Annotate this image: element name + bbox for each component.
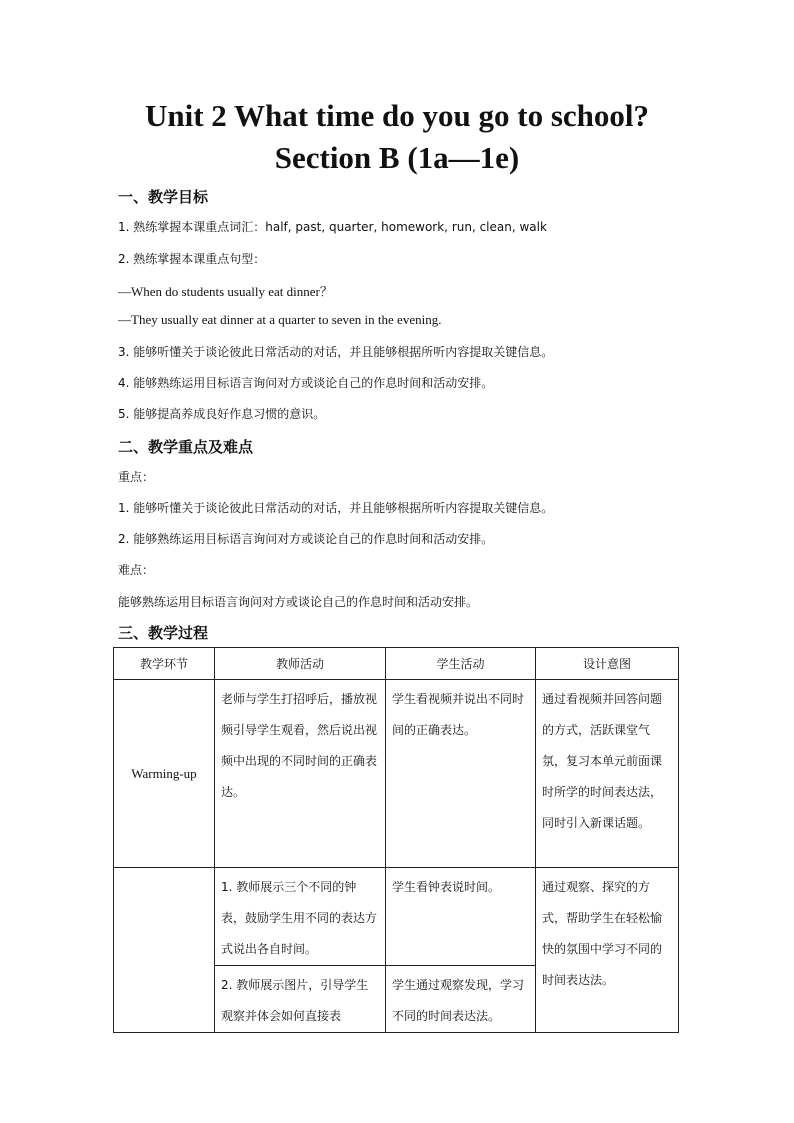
objective-item: 5. 能够提高养成良好作息习惯的意识。 <box>118 407 326 421</box>
design-purpose-text: 通过看视频并回答问题的方式，活跃课堂气氛，复习本单元前面课时所学的时间表达法，同时引入新课话题。 <box>542 692 663 830</box>
table-row <box>114 680 679 868</box>
header-design-purpose: 设计意图 <box>536 648 679 680</box>
student-activity-text: 学生看视频并说出不同时间的正确表达。 <box>392 692 525 737</box>
design-purpose-text: 通过观察、探究的方式，帮助学生在轻松愉快的氛围中学习不同的时间表达法。 <box>542 880 663 987</box>
teaching-process-table <box>113 647 679 1033</box>
title-line-1: Unit 2 What time do you go to school? <box>144 98 650 133</box>
table-header-row <box>114 648 679 680</box>
teacher-activity-text: 老师与学生打招呼后，播放视频引导学生观看，然后说出视频中出现的不同时间的正确表达。 <box>221 692 378 799</box>
student-activity-cell <box>386 868 536 966</box>
teacher-activity-text: 2. 教师展示图片，引导学生观察并体会如何直接表 <box>221 978 369 1023</box>
stage-cell <box>114 868 215 1033</box>
header-student-activity: 学生活动 <box>386 648 536 680</box>
difficulty-text: 能够熟练运用目标语言询问对方或谈论自己的作息时间和活动安排。 <box>118 595 479 609</box>
difficulty-label: 难点： <box>118 563 155 577</box>
sentence-answer: —They usually eat dinner at a quarter to seven in the evening. <box>118 312 442 327</box>
title-line-2: Section B (1a—1e) <box>274 140 520 175</box>
key-points-label: 重点： <box>118 470 155 484</box>
design-purpose-cell <box>536 680 679 868</box>
student-activity-text: 学生看钟表说时间。 <box>392 880 501 894</box>
stage-cell <box>114 680 215 868</box>
stage-label: Warming-up <box>131 765 197 781</box>
section-heading-process: 三、教学过程 <box>118 624 209 642</box>
table-row <box>114 868 679 966</box>
student-activity-cell <box>386 966 536 1033</box>
section-heading-key-points: 二、教学重点及难点 <box>118 438 254 456</box>
objective-item: 3. 能够听懂关于谈论彼此日常活动的对话，并且能够根据所听内容提取关键信息。 <box>118 345 554 359</box>
teacher-activity-cell <box>215 680 386 868</box>
header-teacher-activity: 教师活动 <box>215 648 386 680</box>
key-point-item: 1. 能够听懂关于谈论彼此日常活动的对话，并且能够根据所听内容提取关键信息。 <box>118 501 554 515</box>
design-purpose-cell <box>536 868 679 1033</box>
key-point-item: 2. 能够熟练运用目标语言询问对方或谈论自己的作息时间和活动安排。 <box>118 532 494 546</box>
objective-item: 1. 熟练掌握本课重点词汇：half, past, quarter, homework, run, clean, walk <box>118 220 547 234</box>
section-heading-objectives: 一、教学目标 <box>118 188 209 206</box>
student-activity-text: 学生通过观察发现，学习不同的时间表达法。 <box>392 978 525 1023</box>
header-stage: 教学环节 <box>114 648 215 680</box>
teacher-activity-text: 1. 教师展示三个不同的钟表，鼓励学生用不同的表达方式说出各自时间。 <box>221 880 378 956</box>
objective-item: 4. 能够熟练运用目标语言询问对方或谈论自己的作息时间和活动安排。 <box>118 376 494 390</box>
student-activity-cell <box>386 680 536 868</box>
teacher-activity-cell <box>215 868 386 966</box>
teacher-activity-cell <box>215 966 386 1033</box>
sentence-question: —When do students usually eat dinner？ <box>118 284 333 299</box>
objective-item: 2. 熟练掌握本课重点句型： <box>118 252 266 266</box>
